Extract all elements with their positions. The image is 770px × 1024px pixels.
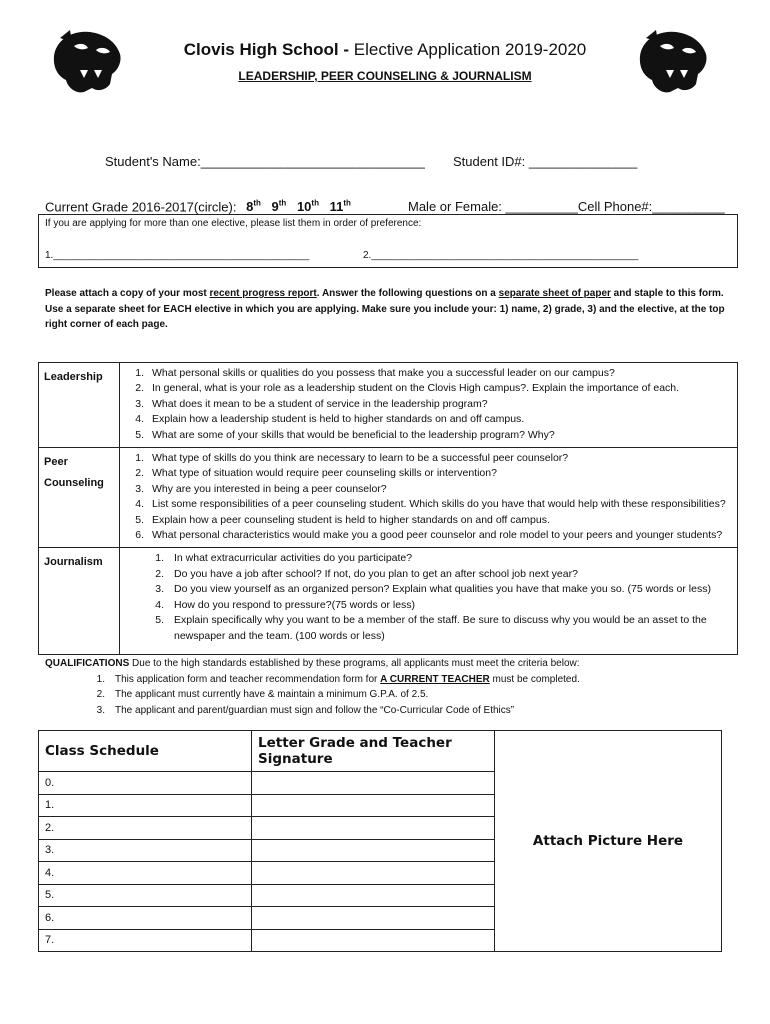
application-name: Elective Application 2019-2020	[353, 40, 587, 59]
qualifications	[45, 656, 735, 718]
preference-box	[38, 214, 738, 268]
attach-picture-box[interactable]: Attach Picture Here	[495, 731, 722, 952]
question-item: 4. How do you respond to pressure?(75 words or less)	[155, 598, 416, 611]
questions-table	[38, 362, 738, 655]
section-label: Journalism	[39, 548, 120, 654]
question-item: 5. Explain how a peer counseling student is held to higher standards on and off campus.	[135, 513, 550, 526]
qualification-item: 1. This application form and teacher recommendation form for A CURRENT TEACHER must be completed.	[96, 673, 580, 685]
student-id-field[interactable]: Student ID#: _______________	[453, 154, 638, 169]
grade-signature-header: Letter Grade and Teacher Signature	[252, 731, 495, 772]
grade-option-10[interactable]: 10th	[296, 199, 319, 215]
question-item: 1. What personal skills or qualities do you possess that make you a successful leader on our campus?	[135, 367, 615, 379]
question-item: 1. In what extracurricular activities do you participate?	[155, 552, 413, 565]
question-item: 4. List some responsibilities of a peer counseling student. Which skills do you have that would help with these responsibilities?	[135, 498, 726, 511]
preference-1-field[interactable]: 1.______________________________________________	[45, 250, 310, 261]
current-grade-field[interactable]	[45, 199, 351, 214]
question-item: 2. In general, what is your role as a leadership student on the Clovis High campus?. Explain the importance of each.	[135, 382, 680, 395]
qualification-item: 2. The applicant must currently have & maintain a minimum G.P.A. of 2.5.	[96, 689, 429, 700]
qualification-item: 3. The applicant and parent/guardian must sign and follow the “Co-Curricular Code of Ethics”	[96, 704, 515, 716]
table-row: 5.	[39, 884, 722, 907]
qualifications-intro: Due to the high standards established by these programs, all applicants must meet the criteria below:	[129, 658, 580, 669]
table-row: 2.	[39, 817, 722, 840]
question-item: 5. Explain specifically why you want to be a member of the staff. Be sure to discuss why you would be an asset to the newspaper and the team. (100 words or less)	[155, 614, 707, 642]
section-label: Peer Counseling	[39, 448, 120, 548]
instructions: Please attach a copy of your most recent progress report. Answer the following questions on a separate sheet of paper and staple to this form. Use a separate sheet for EACH elective in which you are applying. Make sure you include your: 1) name, 2) grade, 3) and the elective, at the top right corner of each page.	[45, 288, 725, 330]
grade-option-9[interactable]: 9th	[271, 199, 287, 215]
page-subtitle: LEADERSHIP, PEER COUNSELING & JOURNALISM	[238, 69, 532, 83]
question-item: 6. What personal characteristics would make you a good peer counselor and role model to your peers and younger students?	[135, 529, 723, 542]
gender-phone-field[interactable]: Male or Female: __________Cell Phone#:__________	[408, 199, 725, 214]
question-item: 5. What are some of your skills that would be beneficial to the leadership program? Why?	[135, 428, 555, 441]
table-row: 1.	[39, 794, 722, 817]
page-title	[0, 40, 770, 60]
preference-2-field[interactable]: 2.________________________________________________	[363, 250, 639, 261]
question-item: 1. What type of skills do you think are necessary to learn to be a successful peer counselor?	[135, 452, 569, 465]
class-schedule-header: Class Schedule	[39, 731, 252, 772]
section-peer-counseling	[39, 448, 738, 548]
grade-option-8[interactable]: 8th	[246, 199, 261, 215]
section-label: Leadership	[39, 363, 120, 448]
question-item: 3. What does it mean to be a student of service in the leadership program?	[135, 397, 488, 410]
preference-note: If you are applying for more than one elective, please list them in order of preference:	[45, 218, 422, 229]
question-item: 2. Do you have a job after school? If not, do you plan to get an after school job next year?	[155, 567, 578, 580]
question-item: 2. What type of situation would require peer counseling skills or intervention?	[135, 467, 497, 480]
question-item: 4. Explain how a leadership student is held to higher standards on and off campus.	[135, 413, 525, 426]
qualifications-heading: QUALIFICATIONS	[45, 658, 130, 669]
table-row: 3.	[39, 839, 722, 862]
section-leadership	[39, 363, 738, 448]
grade-option-11[interactable]: 11th	[329, 199, 351, 215]
table-row: 0.	[39, 772, 722, 795]
question-item: 3. Why are you interested in being a peer counselor?	[135, 482, 387, 495]
section-journalism	[39, 548, 738, 654]
question-item: 3. Do you view yourself as an organized person? Explain what qualities you have that make you so. (75 words or less)	[155, 583, 711, 596]
student-name-field[interactable]: Student's Name:_______________________________	[105, 154, 425, 169]
grade-label: Current Grade 2016-2017(circle):	[45, 199, 237, 215]
table-row: 6.	[39, 907, 722, 930]
table-row: 4.	[39, 862, 722, 885]
panther-logo-icon	[50, 26, 124, 96]
table-row: 7.	[39, 929, 722, 952]
school-name: Clovis High School -	[183, 40, 350, 59]
class-schedule-table	[38, 730, 722, 952]
panther-logo-icon	[636, 26, 710, 96]
